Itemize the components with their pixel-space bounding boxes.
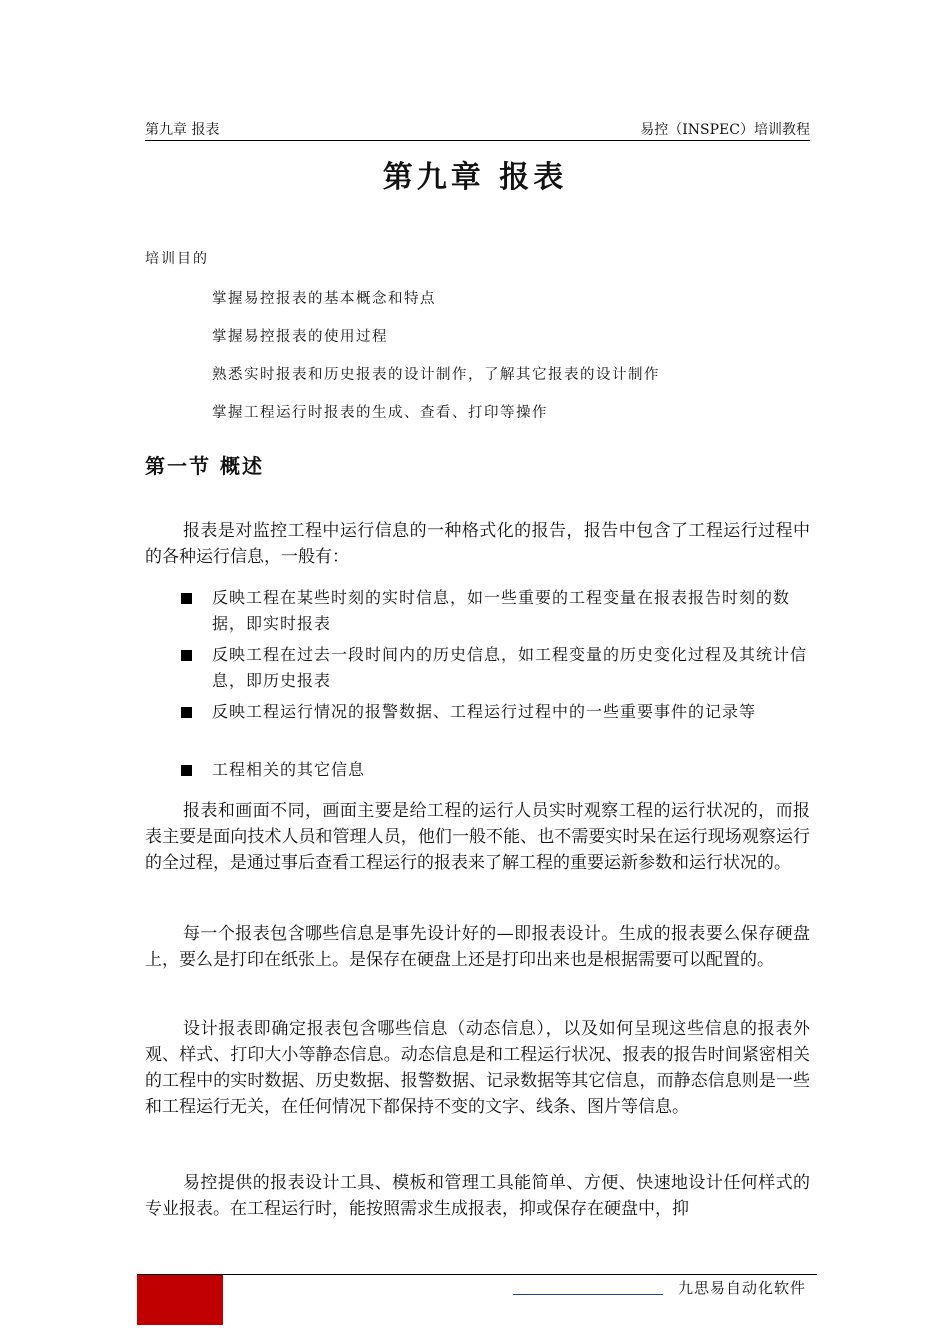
footer-company: 九思易自动化软件 bbox=[678, 1279, 807, 1297]
bullet-text: 反映工程运行情况的报警数据、工程运行过程中的一些重要事件的记录等 bbox=[212, 702, 757, 721]
paragraph: 每一个报表包含哪些信息是事先设计好的—即报表设计。生成的报表要么保存硬盘上，要么是打印在纸张上。是保存在硬盘上还是打印出来也是根据需要可以配置的。 bbox=[145, 924, 810, 970]
header-chapter: 第九章 报表 bbox=[145, 122, 220, 138]
square-bullet-icon bbox=[181, 593, 192, 604]
paragraph: 设计报表即确定报表包含哪些信息（动态信息），以及如何呈现这些信息的报表外观、样式、打印大小等静态信息。动态信息是和工程运行状况、报表的报告时间紧密相关的工程中的实时数据、历史数据、报警数据、记录数据等其它信息，而静态信息则是一些和工程运行无关，在任何情况下都保持不变的文字、线条、图片等信息。 bbox=[145, 1019, 810, 1117]
square-bullet-icon bbox=[181, 707, 192, 718]
bullet-item bbox=[181, 699, 811, 725]
chapter-title: 第九章 报表 bbox=[382, 160, 568, 195]
footer-underline bbox=[513, 1294, 663, 1295]
bullet-text: 反映工程在某些时刻的实时信息，如一些重要的工程变量在报表报告时刻的数据，即实时报表 bbox=[212, 588, 791, 633]
bullet-item bbox=[181, 757, 811, 783]
bullet-item bbox=[181, 642, 811, 694]
objectives-label: 培训目的 bbox=[145, 251, 209, 267]
objective-item: 掌握易控报表的基本概念和特点 bbox=[212, 291, 436, 307]
page-header bbox=[145, 118, 810, 141]
section-title: 第一节 概述 bbox=[145, 454, 264, 478]
bullet-text: 工程相关的其它信息 bbox=[212, 760, 366, 779]
objective-item: 熟悉实时报表和历史报表的设计制作，了解其它报表的设计制作 bbox=[212, 367, 660, 383]
square-bullet-icon bbox=[181, 650, 192, 661]
footer-divider bbox=[137, 1274, 817, 1275]
objective-item: 掌握易控报表的使用过程 bbox=[212, 329, 388, 345]
footer-accent-block bbox=[137, 1275, 223, 1325]
bullet-item bbox=[181, 585, 811, 637]
paragraph: 报表是对监控工程中运行信息的一种格式化的报告，报告中包含了工程运行过程中的各种运行信息，一般有： bbox=[145, 521, 810, 567]
square-bullet-icon bbox=[181, 765, 192, 776]
header-book-title: 易控（INSPEC）培训教程 bbox=[640, 122, 810, 138]
paragraph: 易控提供的报表设计工具、模板和管理工具能简单、方便、快速地设计任何样式的专业报表。在工程运行时，能按照需求生成报表，抑或保存在硬盘中，抑 bbox=[145, 1173, 810, 1219]
bullet-text: 反映工程在过去一段时间内的历史信息，如工程变量的历史变化过程及其统计信息，即历史报表 bbox=[212, 645, 808, 690]
paragraph: 报表和画面不同，画面主要是给工程的运行人员实时观察工程的运行状况的，而报表主要是面向技术人员和管理人员，他们一般不能、也不需要实时呆在运行现场观察运行的全过程，是通过事后查看工程运行的报表来了解工程的重要运新参数和运行状况的。 bbox=[145, 801, 810, 873]
objective-item: 掌握工程运行时报表的生成、查看、打印等操作 bbox=[212, 405, 548, 421]
